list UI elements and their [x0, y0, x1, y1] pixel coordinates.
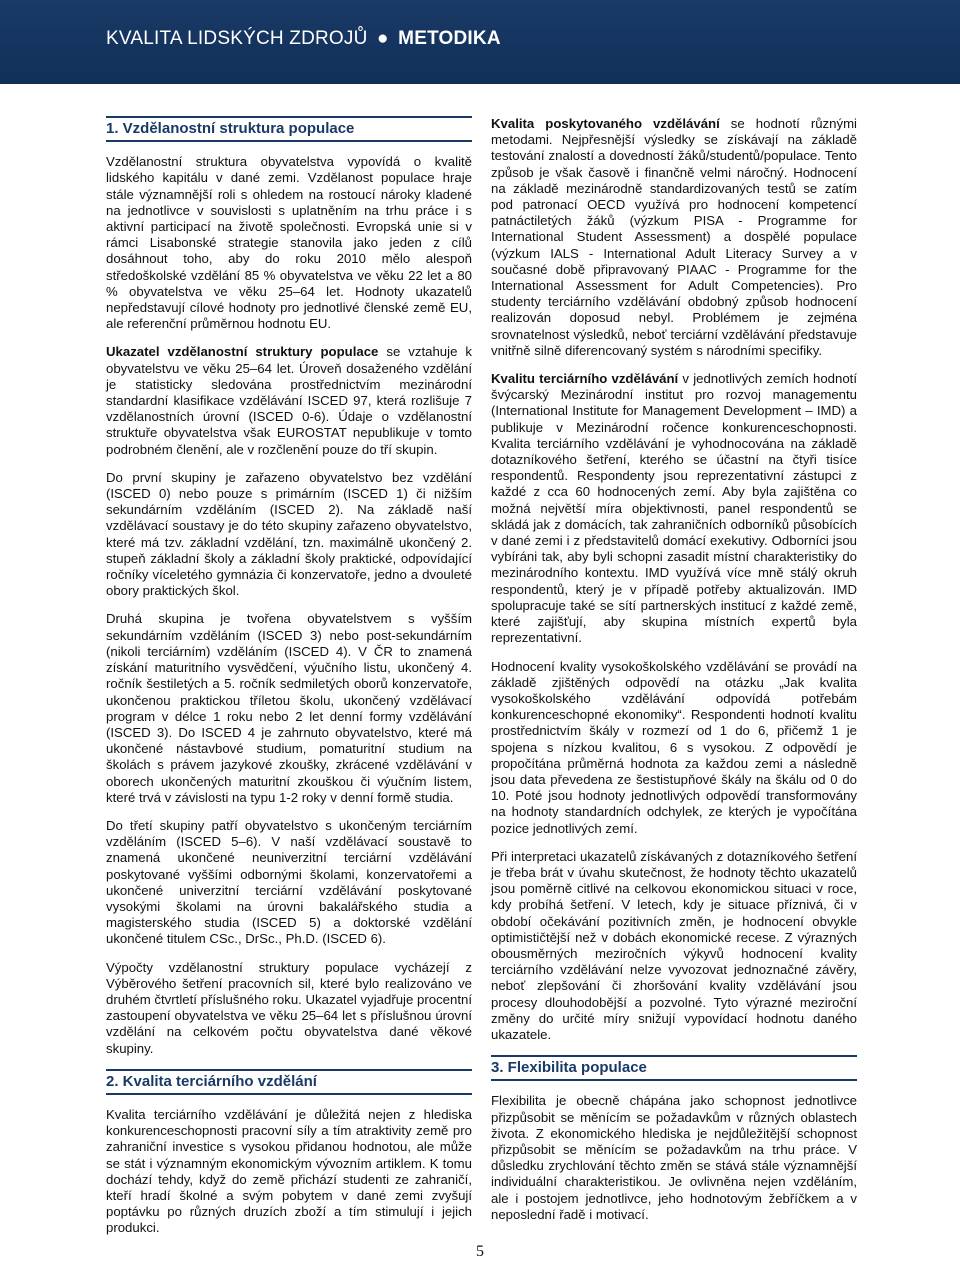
section1-paragraph-1: Vzdělanostní struktura obyvatelstva vypovídá o kvalitě lidského kapitálu v dané zemi. Vzdělanost populace hraje stále významnější roli s ohledem na rostoucí nároky kladené na jednotlivce v souvislosti s uplatněním na trhu práce i s aktivní participací na životě společnosti. Evropská unie si v rámci Lisabonské strategie stanovila jako jeden z cílů dosáhnout toho, aby do roku 2010 mělo alespoň středoškolské vzdělání 85 % obyvatelstva ve věku 22 let a 80 % obyvatelstva ve věku 25–64 let. Hodnoty ukazatelů nepředstavují cílové hodnoty pro jednotlivé členské země EU, ale referenční průměrnou hodnotu EU. [106, 154, 472, 332]
right-column [491, 116, 857, 1235]
section1-paragraph-3: Do první skupiny je zařazeno obyvatelstvo bez vzdělání (ISCED 0) nebo pouze s primárním (ISCED 1) či nižším sekundárním vzděláním (ISCED 2). Na základě naší vzdělávací soustavy je do této skupiny zařazeno obyvatelstvo, které má tzv. základní vzdělání, tzn. maximálně ukončený 2. stupeň základní školy a základní školy praktické, odpovídající ročníky víceletého gymnázia či konzervatoře, jedno a dvouleté obory praktických škol. [106, 469, 472, 599]
quality-paragraph-1 [491, 116, 857, 359]
page-number: 5 [476, 1243, 484, 1260]
section1-paragraph-2-text: se vztahuje k obyvatelstvu ve věku 25–64 let. Úroveň dosaženého vzdělání je statisticky sledována prostřednictvím mezinárodní standardní klasifikace vzdělávání ISCED 97, která rozlišuje 7 vzdělanostních úrovní (ISCED 0-6). Údaje o vzdělanostní struktuře obyvatelstva však EUROSTAT nepublikuje v tomto podrobném členění, ale v rozčlenění pouze do tří skupin. [106, 344, 472, 457]
section1-paragraph-5: Do třetí skupiny patří obyvatelstvo s ukončeným terciárním vzděláním (ISCED 5–6). V naší vzdělávací soustavě to znamená ukončené neuniverzitní terciární vzdělávání poskytované vyššími odbornými školami, konzervatořemi a ukončené univerzitní terciární vzdělávání poskytované vysokými školami na úrovni bakalářského studia a magisterského studia (ISCED 5) a doktorské vzdělání ukončené titulem CSc., DrSc., Ph.D. (ISCED 6). [106, 817, 472, 947]
header-left-text: KVALITA LIDSKÝCH ZDROJŮ [106, 28, 368, 49]
section1-paragraph-4: Druhá skupina je tvořena obyvatelstvem s vyšším sekundárním vzděláním (ISCED 3) nebo post-sekundárním (nikoli terciárním) vzděláním (ISCED 4). V ČR to znamená získání maturitního vysvědčení, výučního listu, ukončený 4. ročník šestiletých a 5. ročník sedmiletých oborů konzervatoře, ukončenou praktickou tříletou školu, ukončený vzdělávací program v délce 1 roku nebo 2 let denní formy vzdělávání (ISCED 3). Do ISCED 4 je zahrnuto obyvatelstvo, které má ukončené nástavbové studium, pomaturitní studium na školách s právem jazykové zkoušky, zkrácené vzdělávání v oborech ukončených maturitní zkouškou či výučním listem, které trvá v závislosti na typu 1-2 roky v denní formě studia. [106, 611, 472, 805]
section3-heading: 3. Flexibilita populace [491, 1055, 857, 1081]
quality-paragraph-2 [491, 371, 857, 646]
section1-heading: 1. Vzdělanostní struktura populace [106, 116, 472, 142]
quality-paragraph-1-text: se hodnotí různými metodami. Nejpřesnější výsledky se získávají na základě testování znalostí a dovedností žáků/studentů/populace. Tento způsob je však časově i finančně velmi náročný. Hodnocení na základě mezinárodně standardizovaných testů se zatím pod patronací OECD využívá pro hodnocení kompetencí patnáctiletých žáků (výzkum PISA - Programme for International Student Assessment) a dospělé populace (výzkum IALS - International Adult Literacy Survey a v současné době připravovaný PIAAC - Programme for the International Assessment for Adult Competencies). Pro studenty terciárního vzdělávání obdobný způsob hodnocení realizován doposud nebyl. Problémem je zejména srovnatelnost výsledků, neboť terciární vzdělávání představuje vnitřně silně diferencovaný systém s národními specifiky. [491, 116, 857, 358]
quality-paragraph-1-bold: Kvalita poskytovaného vzdělávání [491, 116, 720, 131]
header-title [106, 28, 501, 50]
quality-paragraph-2-text: v jednotlivých zemích hodnotí švýcarský Mezinárodní institut pro rozvoj managementu (International Institute for Management Development – IMD) a publikuje v Mezinárodní ročence konkurenceschopnosti. Kvalita terciárního vzdělávání je vyhodnocována na základě dotazníkového šetření, kterého se účastní na čtyři tisíce respondentů. Respondenty jsou reprezentativní zástupci z každé z cca 60 hodnocených zemí. Aby byla zajištěna co možná největší míra objektivnosti, panel respondentů se skládá jak z domácích, tak zahraničních odborníků působících v dané zemi i z představitelů domácí exekutivy. Odborníci jsou vybíráni tak, aby byli schopni zasadit místní charakteristiky do mezinárodního kontextu. IMD využívá více mně stálý okruh respondentů, který je v případě potřeby aktualizován. IMD spolupracuje také se sítí partnerských institucí z každé země, které zajišťují, aby skupina místních expertů byla reprezentativní. [491, 371, 857, 646]
section1-paragraph-2 [106, 344, 472, 457]
header-right-text: METODIKA [398, 28, 501, 49]
bullet-dot-icon: ● [377, 28, 389, 49]
section1-paragraph-6: Výpočty vzdělanostní struktury populace vycházejí z Výběrového šetření pracovních sil, které bylo realizováno ve druhém čtvrtletí příslušného roku. Ukazatel vyjadřuje procentní zastoupení obyvatelstva ve věku 25–64 let s příslušnou úrovní vzdělání na celkovém počtu obyvatelstva dané věkové skupiny. [106, 959, 472, 1056]
section3-paragraph-1: Flexibilita je obecně chápána jako schopnost jednotlivce přizpůsobit se měnícím se požadavkům v různých oblastech života. Z ekonomického hlediska je nejdůležitější schopnost přizpůsobit se měnícím se požadavkům na trhu práce. V důsledku zrychlování těchto změn se stává stále významnější individuální charakteristikou. Je ovlivněna nejen vzděláním, ale i postojem jednotlivce, jeho hodnotovým žebříčkem a v neposlední řadě i motivací. [491, 1093, 857, 1222]
section1-paragraph-2-bold: Ukazatel vzdělanostní struktury populace [106, 344, 379, 360]
quality-paragraph-4: Při interpretaci ukazatelů získávaných z dotazníkového šetření je třeba brát v úvahu skutečnost, že hodnoty těchto ukazatelů jsou poměrně citlivé na celkovou ekonomickou situaci v roce, kdy probíhá šetření. V letech, kdy je situace příznivá, či v období očekávání pozitivních změn, je hodnocení obvykle optimističtější než v dobách ekonomické recese. Z výrazných obousměrných meziročních výkyvů hodnocení kvality terciárního vzdělávání nelze vyvozovat jednoznačné závěry, neboť zlepšování či zhoršování kvality vzdělávání jsou procesy dlouhodobější a pozvolné. Tyto výrazné meziroční změny do určité míry snižují vypovídací hodnotu daného ukazatele. [491, 848, 857, 1042]
quality-paragraph-2-bold: Kvalitu terciárního vzdělávání [491, 371, 679, 387]
section2-paragraph-1: Kvalita terciárního vzdělávání je důležitá nejen z hlediska konkurenceschopnosti pracovní síly a tím atraktivity země pro zahraniční investice s vysokou přidanou hodnotou, ale může se stát i významným ekonomickým vývozním artiklem. K tomu dochází tehdy, když do země přichází studenti ze zahraničí, kteří hradí školné a svým pobytem v dané zemi zvyšují poptávku po různých druzích zboží a tím stimulují i jejich produkci. [106, 1106, 472, 1236]
quality-paragraph-3: Hodnocení kvality vysokoškolského vzdělávání se provádí na základě zjištěných odpovědí na otázku „Jak kvalita vysokoškolského vzdělávání odpovídá potřebám konkurenceschopné ekonomiky“. Respondenti hodnotí kvalitu prostřednictvím škály v rozmezí od 1 do 6, přičemž 1 je spojena s nízkou kvalitou, 6 s vysokou. Z odpovědí je propočítána průměrná hodnota za každou zemi a následně jsou data převedena ze šestistupňové škály na škálu od 0 do 10. Poté jsou hodnoty jednotlivých odpovědí transformovány na hodnoty standardních odchylek, ze kterých je vypočítána pozice jednotlivých zemí. [491, 658, 857, 836]
section2-heading: 2. Kvalita terciárního vzdělání [106, 1069, 472, 1095]
left-column [106, 116, 472, 1249]
header-band [0, 0, 960, 84]
